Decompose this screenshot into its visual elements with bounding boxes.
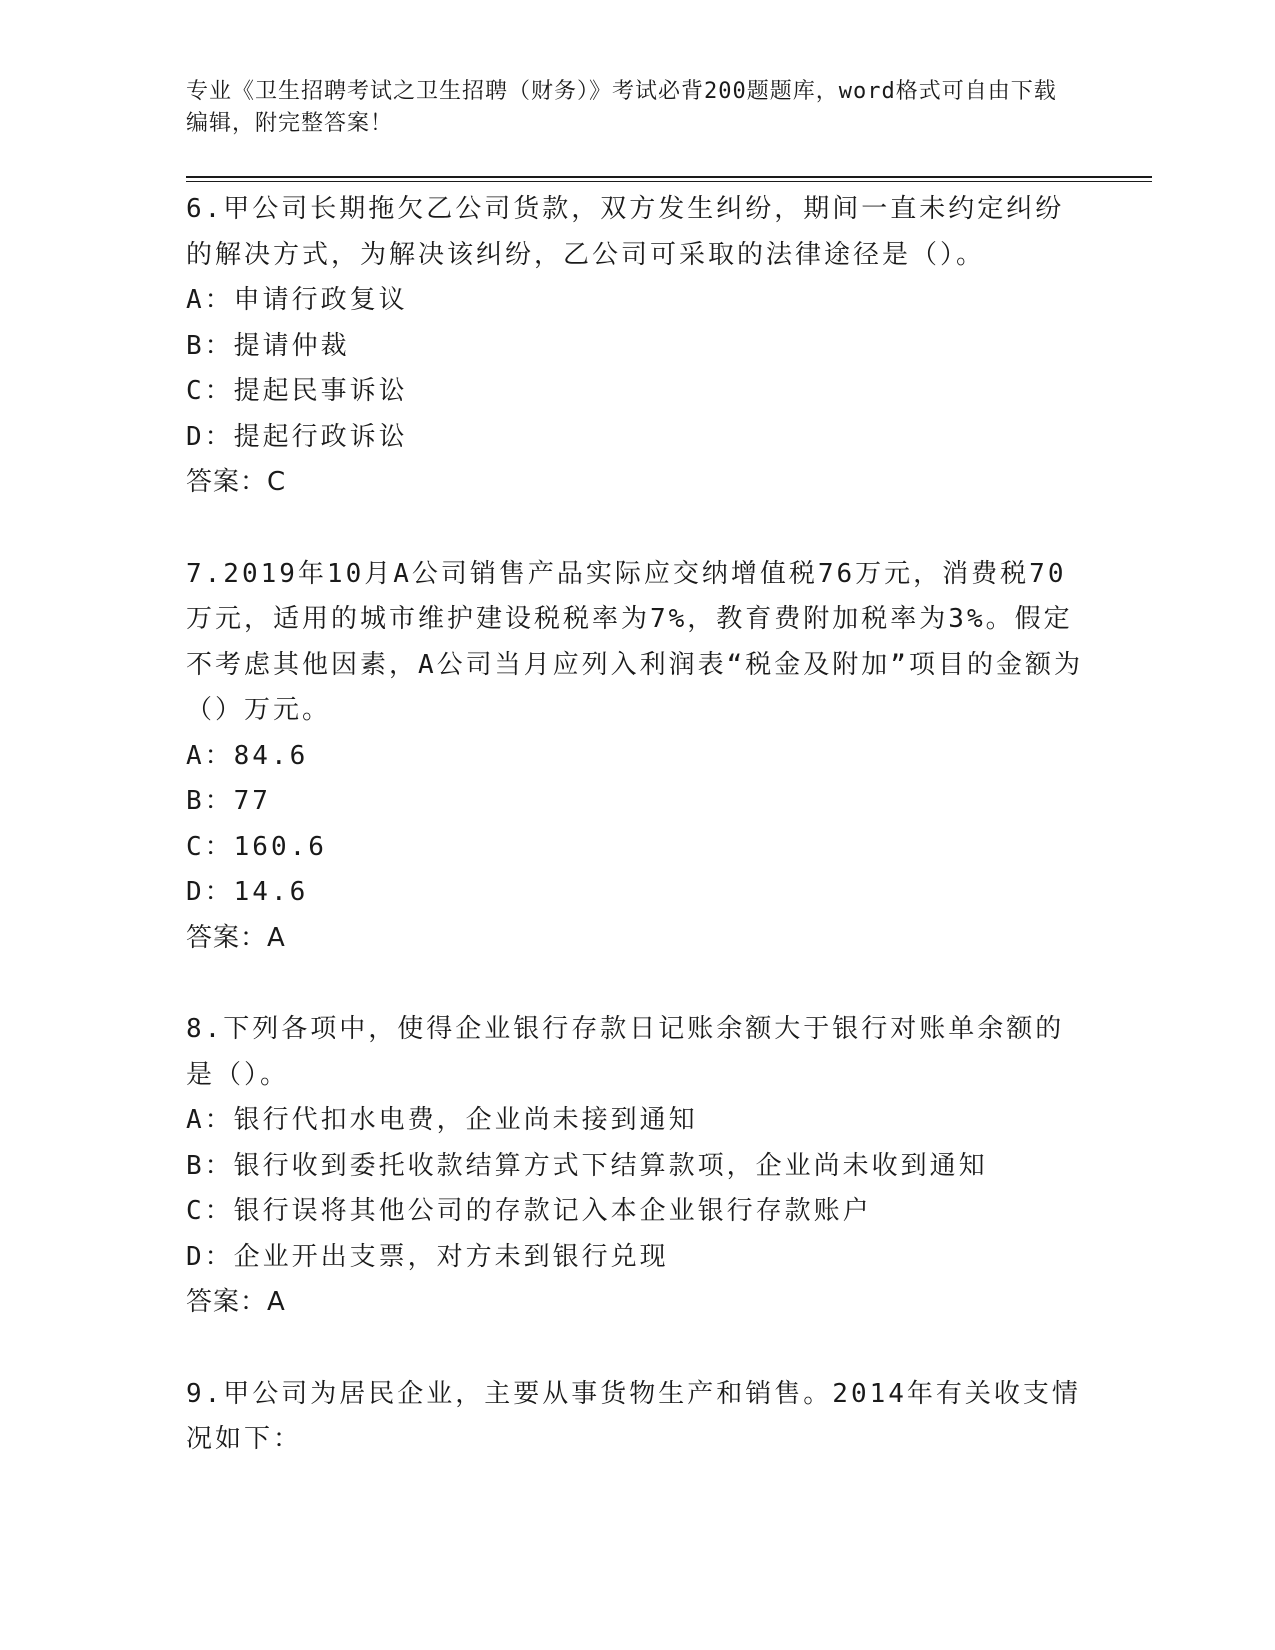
option-a: A：84.6 (186, 740, 309, 771)
question-6 (186, 187, 1086, 506)
question-9 (186, 1372, 1086, 1463)
question-stem: 8.下列各项中，使得企业银行存款日记账余额大于银行对账单余额的是（）。 (186, 1014, 1065, 1090)
option-b: B：银行收到委托收款结算方式下结算款项，企业尚未收到通知 (186, 1150, 988, 1181)
question-stem: 7.2019年10月A公司销售产品实际应交纳增值税76万元，消费税70万元，适用的城市维护建设税税率为7%，教育费附加税率为3%。假定不考虑其他因素，A公司当月应列入利润表“税金及附加”项目的金额为（）万元。 (186, 558, 1083, 725)
question-stem: 9.甲公司为居民企业，主要从事货物生产和销售。2014年有关收支情况如下： (186, 1378, 1081, 1454)
document-header: 专业《卫生招聘考试之卫生招聘（财务）》考试必背200题题库，word格式可自由下载编辑，附完整答案！ (186, 79, 1057, 136)
answer-line: 答案：A (186, 922, 286, 953)
option-a: A：银行代扣水电费，企业尚未接到通知 (186, 1105, 698, 1135)
answer-line: 答案：A (186, 1287, 286, 1317)
option-b: B：77 (186, 786, 271, 816)
option-d: D：提起行政诉讼 (186, 421, 408, 452)
option-c: C：银行误将其他公司的存款记入本企业银行存款账户 (186, 1196, 872, 1226)
question-stem: 6.甲公司长期拖欠乙公司货款，双方发生纠纷，期间一直未约定纠纷的解决方式，为解决该纠纷，乙公司可采取的法律途径是（）。 (186, 194, 1065, 270)
option-c: C：160.6 (186, 831, 327, 862)
header-divider-thick (186, 176, 1152, 178)
answer-line: 答案：C (186, 467, 287, 497)
option-b: B：提请仲裁 (186, 330, 350, 361)
question-list (186, 187, 1086, 1509)
header-divider-thin (186, 181, 1152, 182)
option-d: D：企业开出支票，对方未到银行兑现 (186, 1241, 669, 1272)
option-d: D：14.6 (186, 877, 309, 907)
question-8 (186, 1007, 1086, 1326)
question-7 (186, 552, 1086, 962)
option-c: C：提起民事诉讼 (186, 376, 408, 406)
option-a: A：申请行政复议 (186, 285, 408, 315)
